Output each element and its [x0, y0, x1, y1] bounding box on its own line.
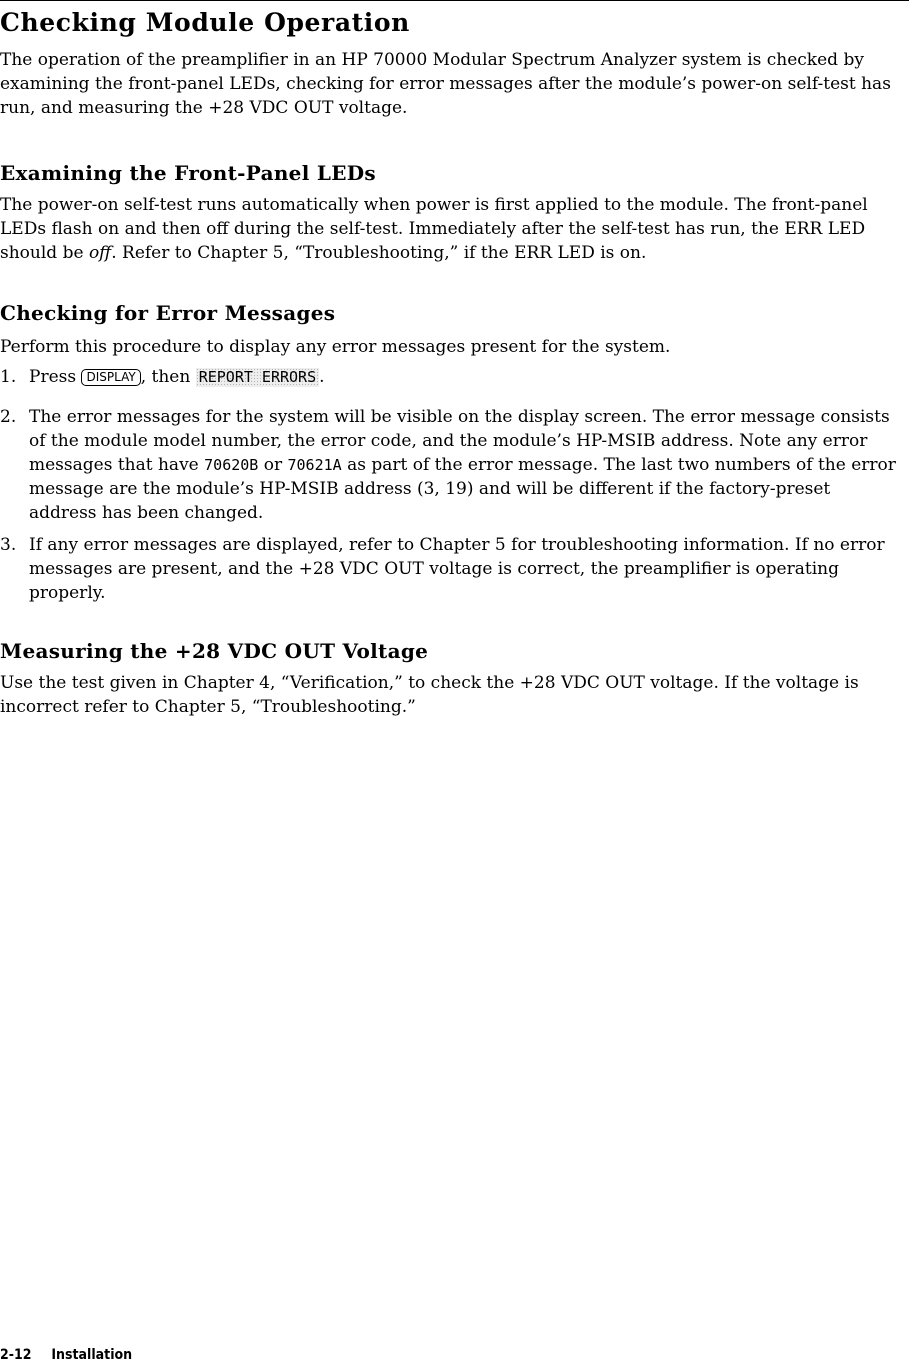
intro-paragraph: The operation of the preamplifier in an HP 70000 Modular Spectrum Analyzer system is checked by examining the front-panel LEDs, checking for error messages after the module’s power-on self-test has run, and measuring the +28 VDC OUT voltage. — [0, 50, 891, 118]
step-2 — [0, 405, 900, 525]
errors-heading: Checking for Error Messages — [0, 301, 336, 325]
step-1-press: Press — [29, 367, 82, 387]
leds-emphasis: off — [88, 243, 112, 263]
errors-intro: Perform this procedure to display any error messages present for the system. — [0, 337, 671, 357]
step-2-text-a: The error messages for the system will be visible on the display screen. The error message consists of the module model number, the error code, and the module’s HP-MSIB address. Note any error messages that have — [29, 407, 890, 475]
procedure-steps — [0, 365, 900, 605]
page-footer — [0, 1346, 132, 1364]
page-number: 2-12 — [0, 1347, 32, 1363]
page-content — [0, 6, 900, 719]
step-2-or: or — [258, 455, 288, 475]
page-title: Checking Module Operation — [0, 8, 410, 37]
measure-paragraph: Use the test given in Chapter 4, “Verification,” to check the +28 VDC OUT voltage. If the voltage is incorrect refer to Chapter 5, “Troubleshooting.” — [0, 673, 859, 717]
step-2-text-b: as part of the error message. The last two numbers of the error message are the module’s HP-MSIB address (3, 19) and will be different if the factory-preset address has been changed. — [29, 455, 896, 523]
step-1-then: , then — [140, 367, 196, 387]
section-name: Installation — [51, 1347, 133, 1363]
top-rule — [0, 0, 909, 1]
leds-text-before: The power-on self-test runs automatically when power is first applied to the module. The front-panel LEDs flash on and then off during the self-test. Immediately after the self-test has run, the ERR LED should be — [0, 195, 868, 263]
measure-heading: Measuring the +28 VDC OUT Voltage — [0, 639, 429, 663]
report-errors-softkey: REPORT ERRORS — [196, 368, 319, 387]
step-2-number: 2. — [0, 407, 17, 427]
step-3-number: 3. — [0, 535, 17, 555]
leds-heading: Examining the Front-Panel LEDs — [0, 161, 376, 185]
step-1-end: . — [319, 367, 325, 387]
model-70621a: 70621A — [287, 456, 342, 474]
step-3-text: If any error messages are displayed, refer to Chapter 5 for troubleshooting information. If no error messages are present, and the +28 VDC OUT voltage is correct, the preamplifier is operating properly. — [29, 535, 885, 603]
display-hardkey: DISPLAY — [81, 369, 140, 386]
step-1 — [0, 365, 900, 389]
step-3 — [0, 533, 900, 605]
step-1-number: 1. — [0, 367, 17, 387]
leds-text-after: . Refer to Chapter 5, “Troubleshooting,” if the ERR LED is on. — [111, 243, 647, 263]
model-70620b: 70620B — [204, 456, 259, 474]
leds-paragraph — [0, 193, 900, 265]
